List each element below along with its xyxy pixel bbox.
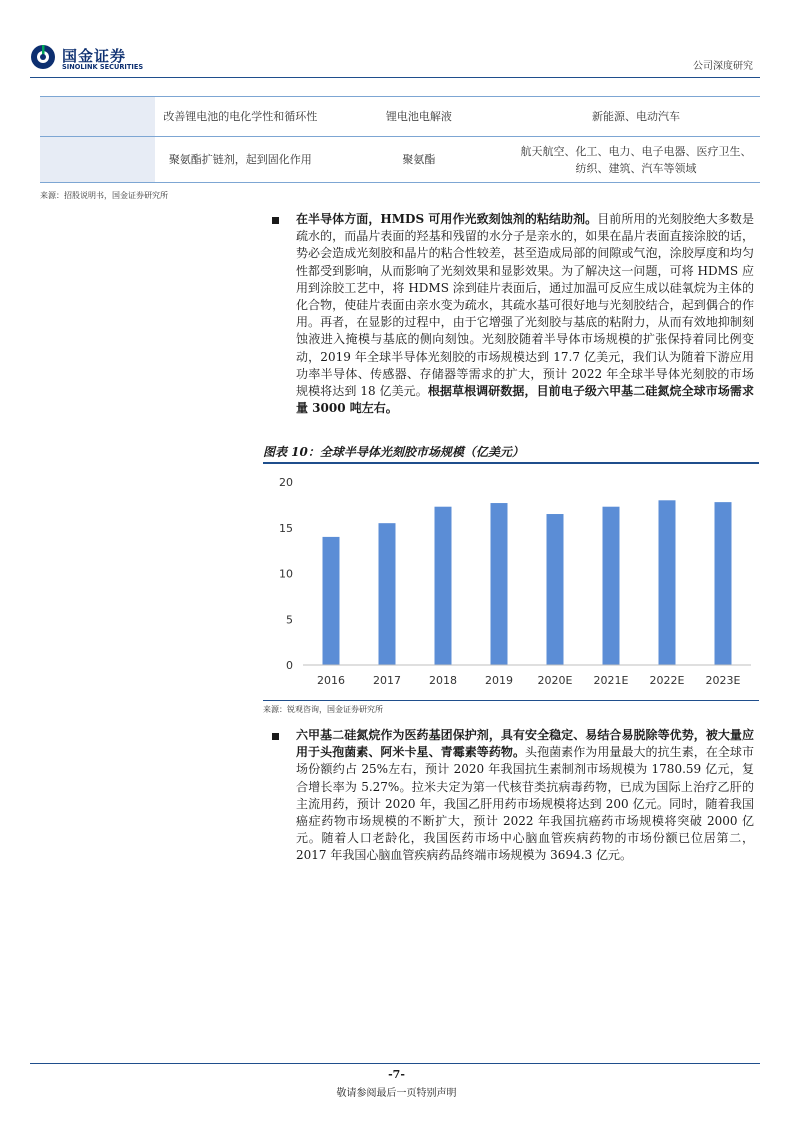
bars	[323, 500, 732, 665]
bar-2021E	[603, 507, 620, 665]
table-cell	[40, 97, 155, 137]
bullet-icon	[272, 733, 279, 740]
table-cell: 聚氨酯扩链剂，起到固化作用	[155, 137, 326, 183]
bar-2018	[435, 507, 452, 665]
y-tick-label: 20	[279, 476, 293, 489]
bar-2020E	[547, 514, 564, 665]
table-source: 来源：招股说明书，国金证券研究所	[40, 191, 168, 200]
page-number: -7-	[388, 1068, 405, 1081]
table-cell: 锂电池电解液	[326, 97, 512, 137]
bar-2017	[379, 523, 396, 665]
report-type: 公司深度研究	[693, 61, 753, 72]
x-tick-label: 2020E	[537, 674, 573, 687]
paragraph-semiconductor	[296, 211, 754, 417]
table-cell: 航天航空、化工、电力、电子电器、医疗卫生、纺织、建筑、汽车等领域	[512, 137, 760, 183]
paragraph-body: 头孢菌素作为用量最大的抗生素，在全球市场份额约占 25%左右，预计 2020 年我国抗生素制剂市场规模为 1780.59 亿元，复合增长率为 5.27%。拉米夫定为第一代核苷类抗病毒药物，已成为国际上治疗乙肝的主流用药，预计 2020 年，我国乙肝用药市场规模将达到 200 亿元。同时，随着我国癌症药物市场规模的不断扩大，预计 2022 年我国抗癌药市场规模将突破 2000 亿元。随着人口老龄化，我国医药市场中心脑血管疾病药物的市场份额已位居第二，2017 年我国心脑血管疾病药品终端市场规模为 3694.3 亿元。	[296, 745, 754, 863]
y-tick-label: 5	[286, 613, 293, 627]
x-tick-label: 2019	[485, 674, 513, 687]
x-tick-label: 2023E	[705, 674, 741, 687]
y-tick-label: 0	[286, 659, 293, 672]
disclaimer-note: 敬请参阅最后一页特别声明	[336, 1088, 457, 1099]
bar-chart	[263, 466, 759, 692]
figure-source: 来源：锐观咨询，国金证券研究所	[263, 705, 383, 714]
paragraph-lead: 六甲基二硅氮烷作为医药基团保护剂，具有安全稳定、易结合易脱除等优势，被大量应用于头孢菌素、阿米卡星、青霉素等药物。	[296, 728, 754, 760]
y-tick-label: 10	[279, 567, 293, 581]
figure-bottom-rule	[263, 700, 759, 701]
table-cell	[40, 137, 155, 183]
bar-2016	[323, 537, 340, 665]
company-logo	[30, 44, 150, 76]
bar-2022E	[659, 500, 676, 665]
logo-text-cn: 国金证券	[62, 47, 127, 65]
paragraph-lead: 在半导体方面，HMDS 可用作光致刻蚀剂的粘结助剂。	[296, 212, 598, 226]
table-cell: 聚氨酯	[326, 137, 512, 183]
x-axis	[317, 674, 741, 687]
paragraph-conclusion: 根据草根调研数据，目前电子级六甲基二硅氮烷全球市场需求量 3000 吨左右。	[296, 384, 754, 416]
x-tick-label: 2017	[373, 674, 401, 687]
x-tick-label: 2018	[429, 674, 457, 687]
bar-2019	[491, 503, 508, 665]
bar-2023E	[715, 502, 732, 665]
footer-rule	[30, 1063, 760, 1064]
y-tick-label: 15	[279, 521, 293, 535]
table-row	[40, 137, 760, 183]
application-table	[40, 96, 760, 183]
figure-title: 图表 10：全球半导体光刻胶市场规模（亿美元）	[263, 445, 524, 459]
y-axis	[279, 476, 293, 672]
figure-top-rule	[263, 462, 759, 464]
logo-text-en: SINOLINK SECURITIES	[62, 63, 144, 71]
x-tick-label: 2016	[317, 674, 345, 687]
table-cell: 改善锂电池的电化学性和循环性	[155, 97, 326, 137]
table-row	[40, 97, 760, 137]
x-tick-label: 2022E	[649, 674, 685, 687]
x-tick-label: 2021E	[593, 674, 629, 687]
paragraph-body: 目前所用的光刻胶绝大多数是疏水的，而晶片表面的羟基和残留的水分子是亲水的，如果在晶片表面直接涂胶的话，势必会造成光刻胶和晶片的粘合性较差，甚至造成局部的间隙或气泡，涂胶厚度和均匀性都受到影响，从而影响了光刻效果和显影效果。为了解决这一问题，可将 HDMS 应用到涂胶工艺中，将 HDMS 涂到硅片表面后，通过加温可反应生成以硅氧烷为主体的化合物，使硅片表面由亲水变为疏水，其疏水基可很好地与光刻胶结合，起到偶合的作用。再者，在显影的过程中，由于它增强了光刻胶与基底的粘附力，从而有效地抑制刻蚀液进入掩模与基底的侧向刻蚀。光刻胶随着半导体市场规模的扩张保持着同比例变动，2019 年全球半导体光刻胶的市场规模达到 17.7 亿美元，我们认为随着下游应用功率半导体、传感器、存储器等需求的扩大，预计 2022 年全球半导体光刻胶的市场规模将达到 18 亿美元。	[296, 212, 754, 399]
logo-mark-icon	[30, 44, 56, 70]
header-rule	[30, 77, 760, 78]
paragraph-pharma	[296, 727, 754, 865]
bullet-icon	[272, 217, 279, 224]
table-cell: 新能源、电动汽车	[512, 97, 760, 137]
